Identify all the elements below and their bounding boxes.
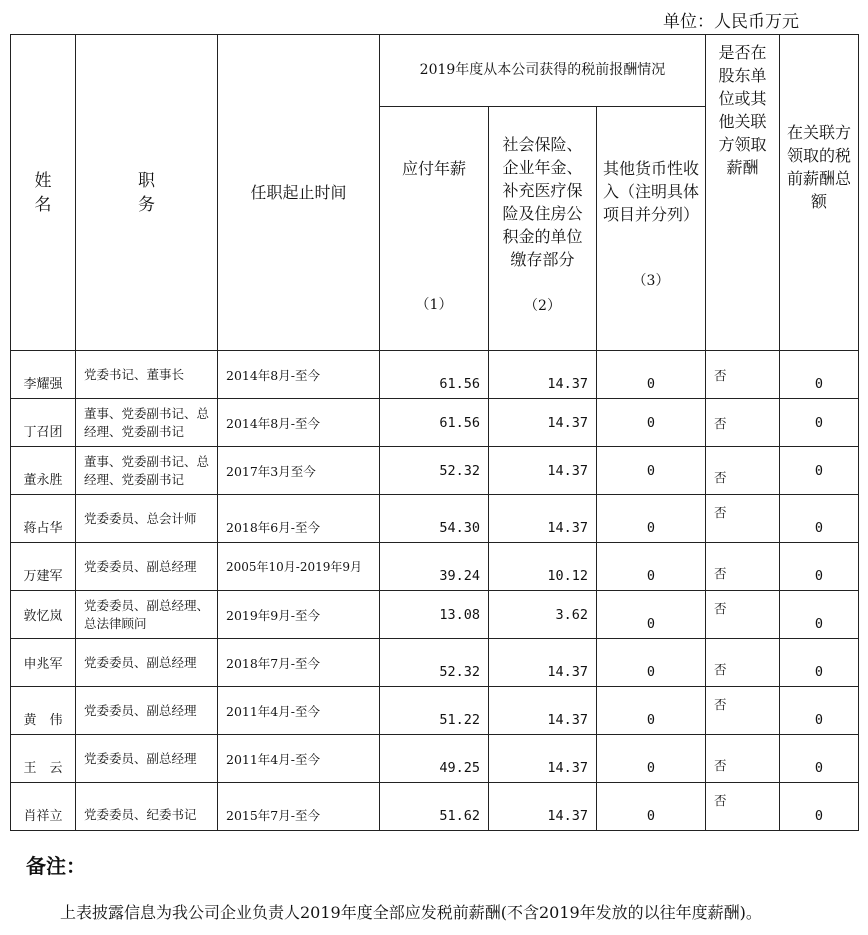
unit-label: 单位：人民币万元	[663, 12, 799, 32]
header-term: 任职起止时间	[218, 35, 380, 351]
row-salary: 52.32	[380, 639, 489, 687]
table-row	[11, 543, 859, 591]
row-social: 3.62	[489, 591, 597, 639]
header-related-flag: 是否在股东单位或其他关联方领取薪酬	[706, 35, 780, 351]
row-other: 0	[597, 639, 706, 687]
header-social-label: 社会保险、企业年金、补充医疗保险及住房公积金的单位缴存部分	[502, 135, 583, 269]
row-salary: 61.56	[380, 399, 489, 447]
header-position: 职 务	[76, 35, 218, 351]
row-position: 党委委员、纪委书记	[76, 783, 218, 831]
table-row	[11, 687, 859, 735]
row-other: 0	[597, 591, 706, 639]
row-position: 党委委员、副总经理	[76, 735, 218, 783]
row-salary: 52.32	[380, 447, 489, 495]
row-term: 2011年4月-至今	[218, 687, 380, 735]
row-amount: 0	[780, 591, 859, 639]
table-row	[11, 399, 859, 447]
row-name: 敦忆岚	[11, 591, 76, 639]
row-amount: 0	[780, 447, 859, 495]
row-name: 王 云	[11, 735, 76, 783]
row-flag: 否	[706, 639, 780, 687]
row-flag: 否	[706, 591, 780, 639]
row-position: 党委委员、总会计师	[76, 495, 218, 543]
row-other: 0	[597, 735, 706, 783]
salary-table	[10, 34, 859, 831]
note-text: 上表披露信息为我公司企业负责人2019年度全部应发税前薪酬(不含2019年发放的以往年度薪酬)。	[60, 903, 762, 922]
row-flag: 否	[706, 543, 780, 591]
row-flag: 否	[706, 351, 780, 399]
row-position: 党委委员、副总经理、总法律顾问	[76, 591, 218, 639]
header-other-label: 其他货币性收入（注明具体项目并分列）	[603, 159, 700, 224]
row-term: 2005年10月-2019年9月	[218, 543, 380, 591]
row-term: 2019年9月-至今	[218, 591, 380, 639]
header-social-num: （2）	[524, 298, 561, 314]
row-name: 蒋占华	[11, 495, 76, 543]
header-other	[597, 107, 706, 351]
table-row	[11, 735, 859, 783]
row-name: 黄 伟	[11, 687, 76, 735]
row-amount: 0	[780, 783, 859, 831]
row-social: 10.12	[489, 543, 597, 591]
row-amount: 0	[780, 351, 859, 399]
row-social: 14.37	[489, 735, 597, 783]
row-salary: 51.22	[380, 687, 489, 735]
row-salary: 54.30	[380, 495, 489, 543]
header-related-amount: 在关联方领取的税前薪酬总额	[780, 35, 859, 351]
row-term: 2017年3月至今	[218, 447, 380, 495]
header-social	[489, 107, 597, 351]
row-name: 董永胜	[11, 447, 76, 495]
header-row-1	[11, 35, 859, 107]
row-other: 0	[597, 495, 706, 543]
row-amount: 0	[780, 399, 859, 447]
row-position: 董事、党委副书记、总经理、党委副书记	[76, 399, 218, 447]
row-social: 14.37	[489, 399, 597, 447]
row-amount: 0	[780, 639, 859, 687]
row-social: 14.37	[489, 639, 597, 687]
row-other: 0	[597, 399, 706, 447]
table-row	[11, 591, 859, 639]
note-title: 备注：	[26, 854, 86, 878]
table-row	[11, 495, 859, 543]
row-flag: 否	[706, 399, 780, 447]
row-position: 党委委员、副总经理	[76, 687, 218, 735]
table-row	[11, 447, 859, 495]
row-other: 0	[597, 543, 706, 591]
row-flag: 否	[706, 495, 780, 543]
header-salary-num: （1）	[415, 297, 453, 313]
row-name: 李耀强	[11, 351, 76, 399]
row-salary: 61.56	[380, 351, 489, 399]
row-position: 董事、党委副书记、总经理、党委副书记	[76, 447, 218, 495]
row-other: 0	[597, 351, 706, 399]
header-salary	[380, 107, 489, 351]
row-name: 肖祥立	[11, 783, 76, 831]
row-salary: 13.08	[380, 591, 489, 639]
table-row	[11, 783, 859, 831]
row-salary: 49.25	[380, 735, 489, 783]
row-flag: 否	[706, 687, 780, 735]
row-term: 2014年8月-至今	[218, 399, 380, 447]
table-row	[11, 351, 859, 399]
row-term: 2015年7月-至今	[218, 783, 380, 831]
row-position: 党委委员、副总经理	[76, 543, 218, 591]
row-amount: 0	[780, 687, 859, 735]
row-social: 14.37	[489, 351, 597, 399]
row-social: 14.37	[489, 447, 597, 495]
row-social: 14.37	[489, 687, 597, 735]
row-salary: 51.62	[380, 783, 489, 831]
header-group: 2019年度从本公司获得的税前报酬情况	[380, 35, 706, 107]
row-other: 0	[597, 783, 706, 831]
row-other: 0	[597, 447, 706, 495]
row-amount: 0	[780, 735, 859, 783]
row-position: 党委委员、副总经理	[76, 639, 218, 687]
row-flag: 否	[706, 735, 780, 783]
row-amount: 0	[780, 543, 859, 591]
table-row	[11, 639, 859, 687]
row-name: 万建军	[11, 543, 76, 591]
row-amount: 0	[780, 495, 859, 543]
row-other: 0	[597, 687, 706, 735]
row-flag: 否	[706, 783, 780, 831]
header-salary-label: 应付年薪	[401, 159, 466, 178]
header-other-num: （3）	[632, 273, 670, 289]
row-term: 2018年6月-至今	[218, 495, 380, 543]
row-salary: 39.24	[380, 543, 489, 591]
row-term: 2014年8月-至今	[218, 351, 380, 399]
row-term: 2011年4月-至今	[218, 735, 380, 783]
row-term: 2018年7月-至今	[218, 639, 380, 687]
row-social: 14.37	[489, 783, 597, 831]
row-name: 丁召团	[11, 399, 76, 447]
row-name: 申兆军	[11, 639, 76, 687]
row-social: 14.37	[489, 495, 597, 543]
row-position: 党委书记、董事长	[76, 351, 218, 399]
row-flag: 否	[706, 447, 780, 495]
header-name: 姓 名	[11, 35, 76, 351]
